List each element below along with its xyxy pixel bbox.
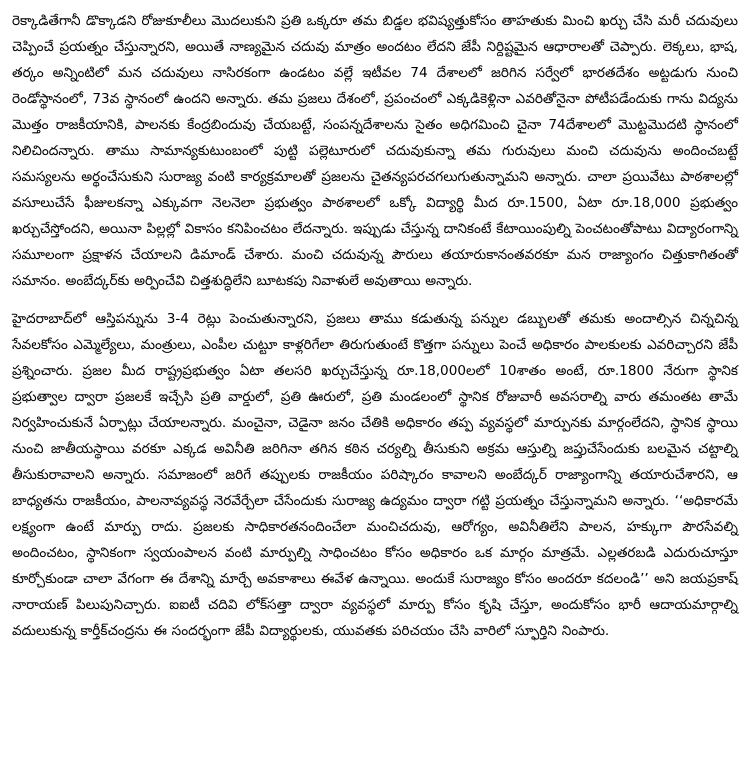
- article-paragraph-1: రెక్కాడితేగానీ డొక్కాడని రోజుకూలీలు మొదలుకుని ప్రతి ఒక్కరూ తమ బిడ్డల భవిష్యత్తుకోసం తాహతుకు మించి ఖర్చు చేసి మరీ చదువులు చెప్పించే ప్రయత్నం చేస్తున్నారని, అయితే నాణ్యమైన చదువు మాత్రం అందటం లేదని జేపీ నిర్దిష్టమైన ఆధారాలతో చెప్పారు. లెక్కలు, భాష, తర్కం అన్నింటిలో మన చదువులు నాసిరకంగా ఉండటం వల్లే ఇటీవల 74 దేశాలలో జరిగిన సర్వేలో భారతదేశం అట్టడుగు నుంచి రెండోస్థానంలో, 73వ స్థానంలో ఉందని అన్నారు. తమ ప్రజలు దేశంలో, ప్రపంచంలో ఎక్కడికెళ్లినా ఎవరితోనైనా పోటీపడేందుకు గాను విద్యను మొత్తం రాజకీయానికి, పాలనకు కేంద్రబిందువు చేయబట్టే, సంపన్నదేశాలను సైతం అధిగమించి చైనా 74దేశాలలో మొట్టమొదటి స్థానంలో నిలిచిందన్నారు. తాము సామాన్యకుటుంబంలో పుట్టి పల్లెటూరులో చదువుకున్నా తమ గురువులు మంచి చదువును అందించబట్టే సమస్యలను అర్థంచేసుకుని సురాజ్య వంటి కార్యక్రమాలతో ప్రజలను చైతన్యపరచగలుగుతున్నామని అన్నారు. చాలా ప్రయివేటు పాఠశాలల్లో వసూలుచేసే ఫీజులకన్నా ఎక్కువగా నెలనెలా ప్రభుత్వం పాఠశాలలో ఒక్కో విద్యార్థి మీద రూ.1500, ఏటా రూ.18,000 ప్రభుత్వం ఖర్చుచేస్తోందని, అయినా పిల్లల్లో వికాసం కనిపించటం లేదన్నారు. ఇప్పుడు చేస్తున్న దానికంటే కేటాయింపుల్ని పెంచటంతోపాటు విద్యారంగాన్ని సమూలంగా ప్రక్షాళన చేయాలని డిమాండ్ చేశారు. మంచి చదువున్న పౌరులు తయారుకానంతవరకూ మన రాజ్యాంగం చిత్తుకాగితంతో సమానం. అంబేద్కర్‌కు అర్పించేవి చిత్తశుద్ధిలేని బూటకపు నివాళులే అవుతాయి అన్నారు.: [12, 13, 738, 289]
- article-paragraph-2: హైదరాబాద్‌లో ఆస్తిపన్నును 3-4 రెట్లు పెంచుతున్నారని, ప్రజలు తాము కడుతున్న పన్నుల డబ్బులతో తమకు అందాల్సిన చిన్నచిన్న సేవలకోసం ఎమ్మెల్యేలు, మంత్రులు, ఎంపీల చుట్టూ కాళ్లరిగేలా తిరుగుతుంటే కొత్తగా పన్నులు పెంచే అధికారం పాలకులకు ఎవరిచ్చారని జేపీ ప్రశ్నించారు. ప్రజల మీద రాష్ట్రప్రభుత్వం ఏటా తలసరి ఖర్చుచేస్తున్న రూ.18,000లలో 10శాతం అంటే, రూ.1800 నేరుగా స్థానిక ప్రభుత్వాల ద్వారా ప్రజలకే ఇచ్చేసి ప్రతి వార్డులో, ప్రతి ఊరులో, ప్రతి మండలంలో స్థానిక రోజువారీ అవసరాల్ని వారు తమంతట తామే నిర్వహించుకునే ఏర్పాట్లు చేయాలన్నారు. మంచైనా, చెడైనా జనం చేతికి అధికారం తప్ప వ్యవస్థలో మార్పునకు మార్గంలేదని, స్థానిక స్థాయి నుంచి జాతీయస్థాయి వరకూ ఎక్కడ అవినీతి జరిగినా తగిన కఠిన చర్యల్ని తీసుకుని అక్రమ ఆస్తుల్ని జప్తుచేసేందుకు బలమైన చట్టాల్ని తీసుకురావాలని అన్నారు. సమాజంలో జరిగే తప్పులకు రాజకీయం పరిష్కారం కావాలని అంబేద్కర్ రాజ్యాంగాన్ని తయారుచేశారని, ఆ బాధ్యతను రాజకీయం, పాలనావ్యవస్థ నెరవేర్చేలా చేసేందుకు సురాజ్య ఉద్యమం ద్వారా గట్టి ప్రయత్నం చేస్తున్నామని అన్నారు. ‘‘అధికారమే లక్ష్యంగా ఉంటే మార్పు రాదు. ప్రజలకు సాధికారతనందించేలా మంచిచదువు, ఆరోగ్యం, అవినీతిలేని పాలన, హక్కుగా పౌరసేవల్ని అందించటం, స్థానికంగా స్వయంపాలన వంటి మార్పుల్ని సాధించటం కోసం అధికారం ఒక మార్గం మాత్రమే. ఎల్లతరబడి ఎదురుచూస్తూ కూర్చోకుండా చాలా వేగంగా ఈ దేశాన్ని మార్చే అవకాశాలు ఈవేళ ఉన్నాయి. అందుకే సురాజ్యం కోసం అందరూ కదలండి’’ అని జయప్రకాష్ నారాయణ్ పిలుపునిచ్చారు. ఐఐటీ చదివి లోక్‌సత్తా ద్వారా వ్యవస్థలో మార్పు కోసం కృషి చేస్తూ, అందుకోసం భారీ ఆదాయమార్గాల్ని వదులుకున్న కార్తీక్‌చంద్రను ఈ సందర్భంగా జేపీ విద్యార్థులకు, యువతకు పరిచయం చేసి వారిలో స్ఫూర్తిని నింపారు.: [12, 311, 739, 639]
